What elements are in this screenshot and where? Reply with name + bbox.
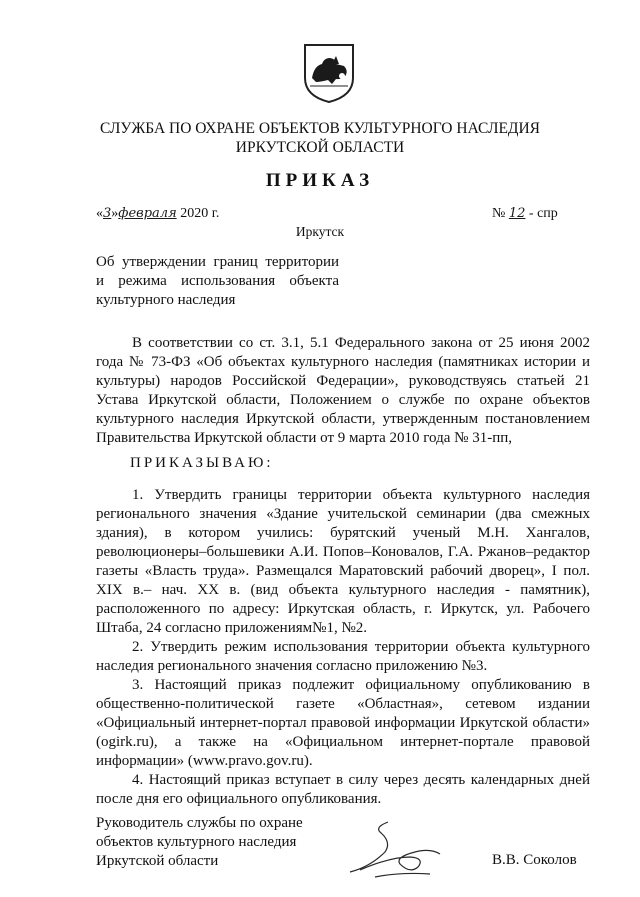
date-year: 2020 г. [176,206,220,221]
document-date [96,206,219,222]
date-month-handwritten: февраля [118,206,177,221]
subject-line3: культурного наследия [96,292,236,308]
preamble [96,334,590,448]
document-number [492,206,558,222]
organization-name-line1: СЛУЖБА ПО ОХРАНЕ ОБЪЕКТОВ КУЛЬТУРНОГО НАСЛЕДИЯ [99,120,541,137]
number-value-handwritten: 12 [508,206,526,221]
handwritten-signature [330,812,450,882]
organization-name-line2: ИРКУТСКОЙ ОБЛАСТИ [235,139,405,156]
signatory-position [96,814,303,871]
subject-line2: и режима использования объекта [96,273,339,289]
order-items [96,486,590,809]
order-item-4: 4. Настоящий приказ вступает в силу через десять календарных дней после дня его официального опубликования. [96,772,590,807]
order-item-1: 1. Утвердить границы территории объекта культурного наследия регионального значения «Здание учительской семинарии (два смежных здания), в котором учились: бурятский ученый М.Н. Хангалов, революционеры–большевики А.И. Попов–Коновалов, Г.А. Ржанов–редактор газеты «Власть труда». Размещался Маратовский рабочий дворец», I пол. XIX в.– нач. XX в. (вид объекта культурного наследия - памятник), расположенного по адресу: Иркутская область, г. Иркутск, ул. Рабочего Штаба, 24 согласно приложениям№1, №2. [96,487,590,636]
document-title: ПРИКАЗ [265,170,375,191]
order-item-2: 2. Утвердить режим использования территории объекта культурного наследия регионального значения согласно приложению №3. [96,639,590,674]
number-suffix: - спр [525,206,558,221]
date-close-quote: » [111,206,119,221]
position-line1: Руководитель службы по охране [96,815,303,831]
subject-line1: Об утверждении границ территории [96,254,339,270]
order-word: ПРИКАЗЫВАЮ: [130,455,274,471]
subject-block [96,253,339,310]
coat-of-arms-emblem [302,42,356,104]
date-open-quote: « [96,206,103,221]
signatory-name: В.В. Соколов [492,852,577,868]
order-item-3: 3. Настоящий приказ подлежит официальному опубликованию в общественно-политической газете «Областная», сетевом издании «Официальный интернет-портал правовой информации Иркутской области» (ogirk.ru), а также на «Официальном интернет-портале правовой информации» (www.pravo.gov.ru). [96,677,590,769]
position-line2: объектов культурного наследия [96,834,297,850]
date-day-handwritten: 3 [103,206,112,221]
number-prefix: № [492,206,509,221]
preamble-text: В соответствии со ст. 3.1, 5.1 Федерального закона от 25 июня 2002 года № 73-ФЗ «Об объектах культурного наследия (памятниках истории и культуры) народов Российской Федерации», руководствуясь статьей 21 Устава Иркутской области, Положением о службе по охране объектов культурного наследия Иркутской области, утвержденным постановлением Правительства Иркутской области от 9 марта 2010 года № 31-пп, [96,335,590,446]
city: Иркутск [295,224,345,239]
position-line3: Иркутской области [96,853,219,869]
